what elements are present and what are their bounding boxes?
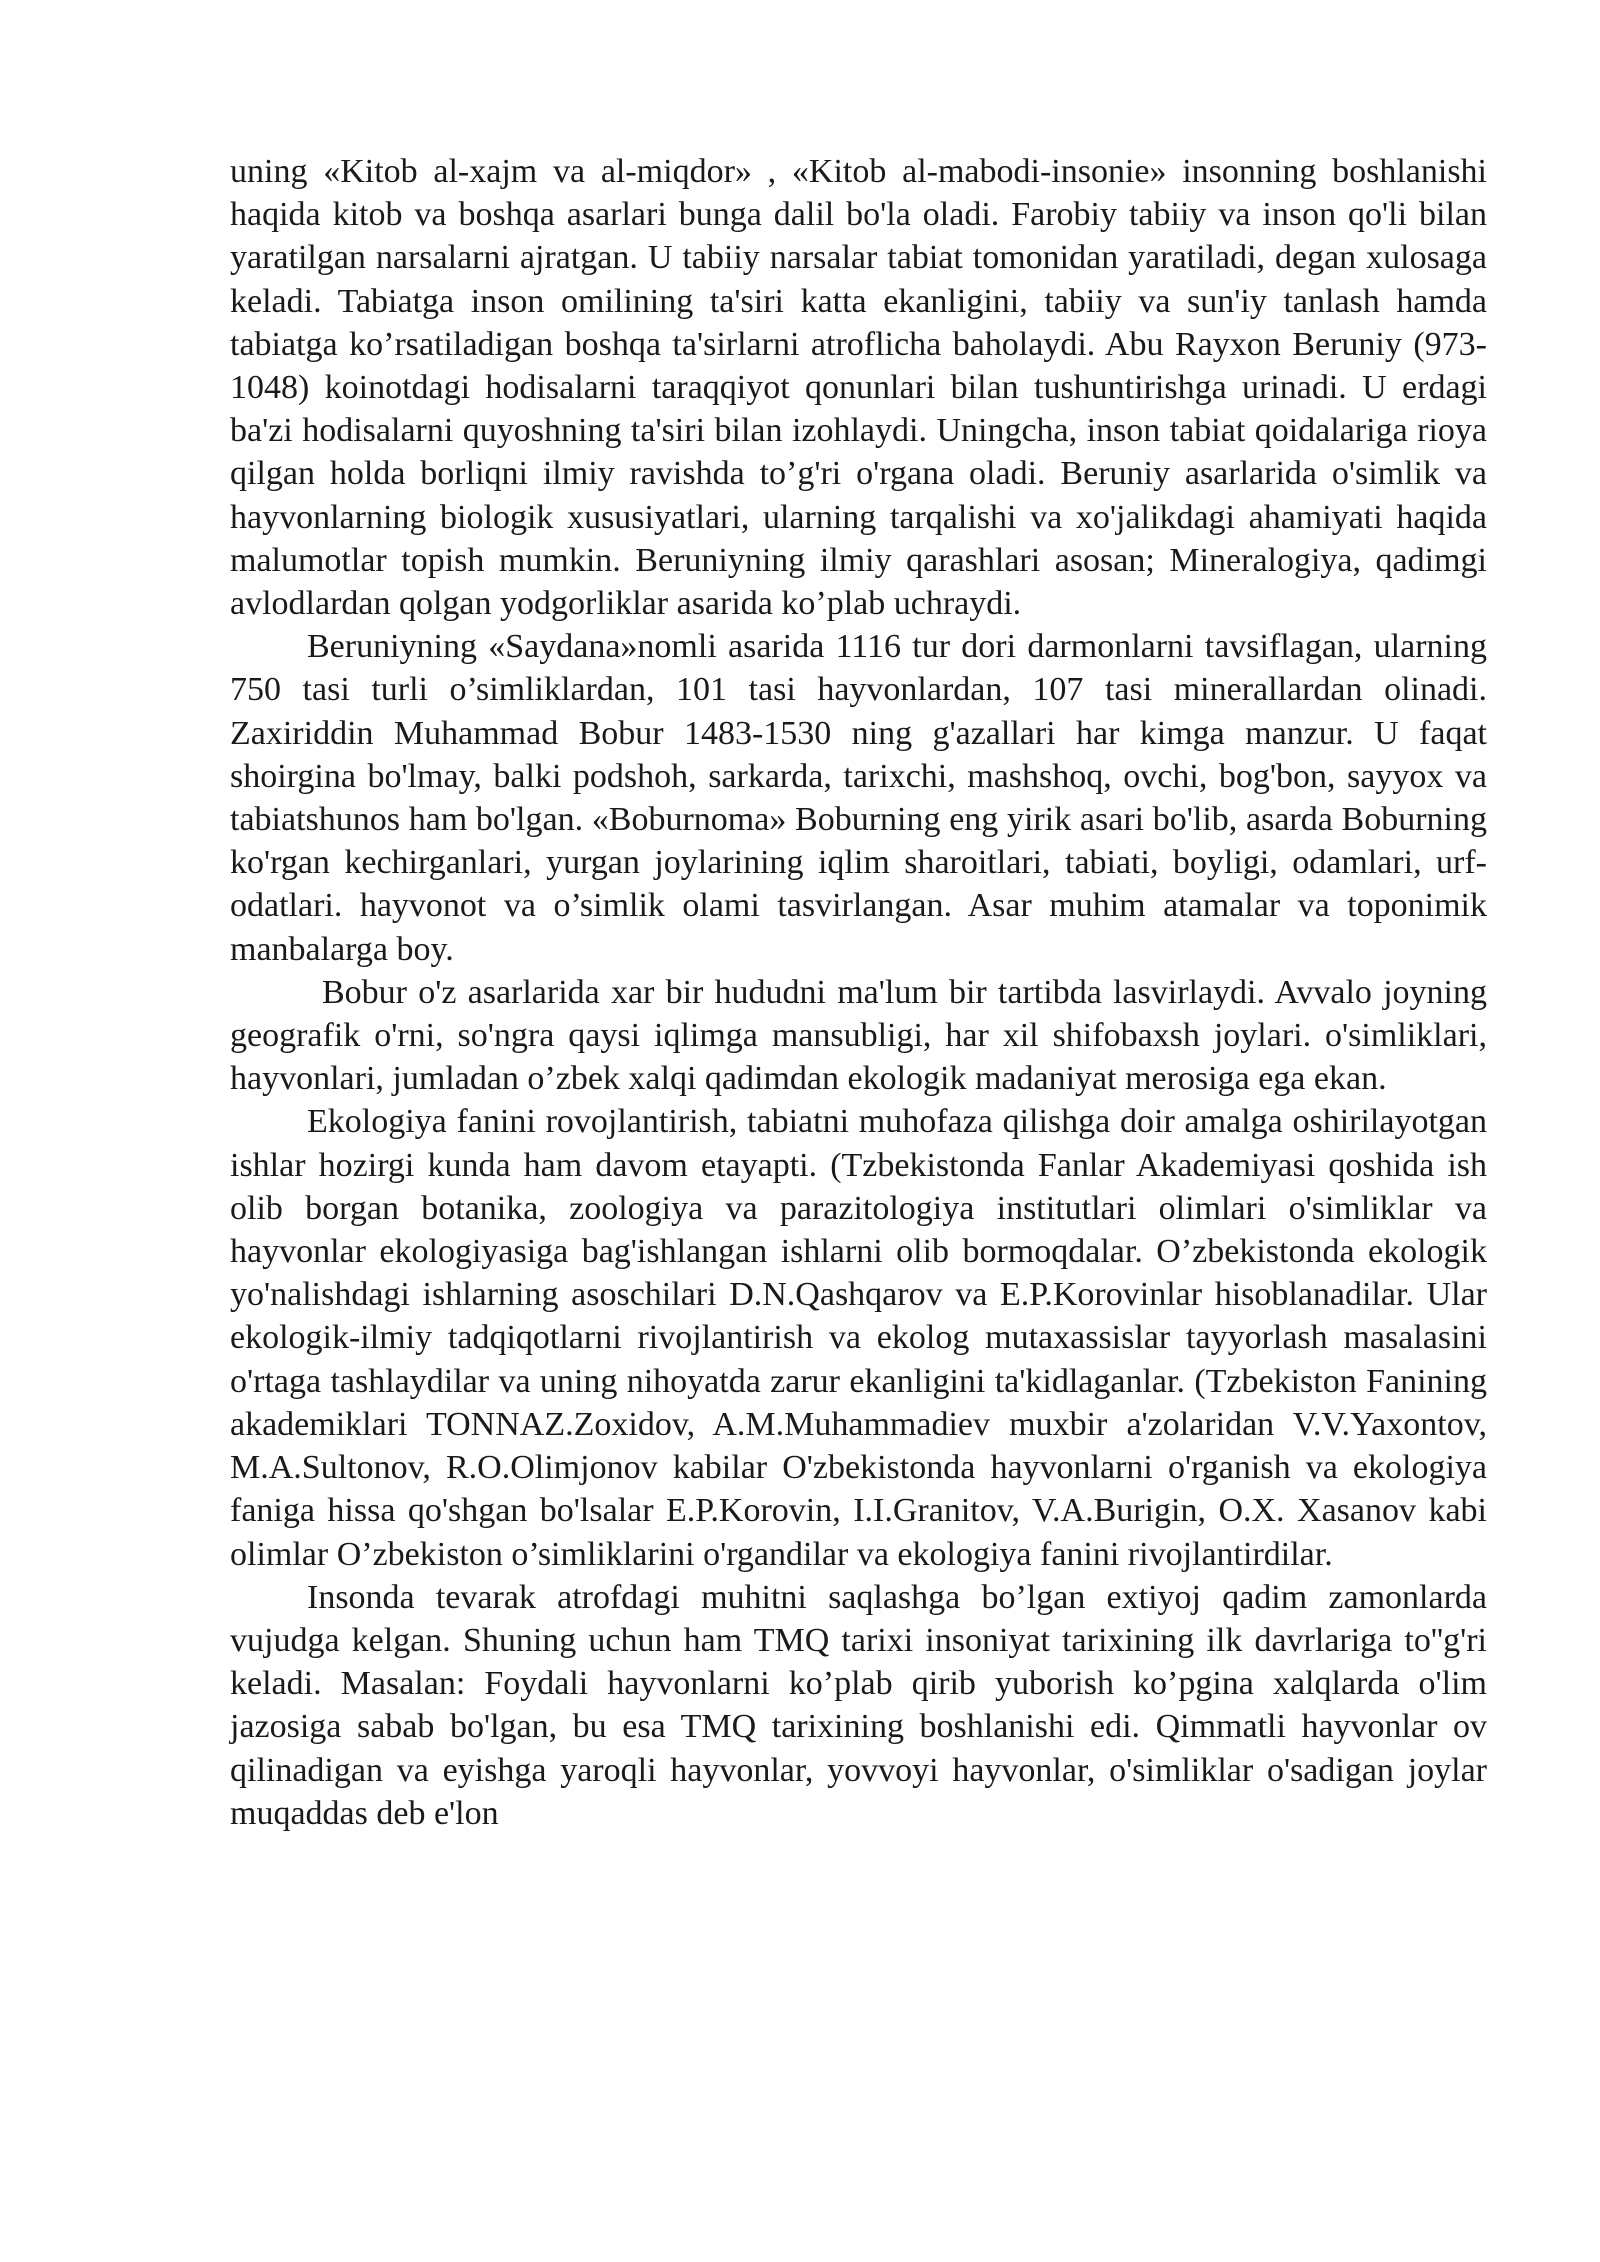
paragraph-ekologiya-fani: Ekologiya fanini rovojlantirish, tabiatni muhofaza qilishga doir amalga oshirilayotgan ishlar hozirgi kunda ham davom etayapti. (Tzbekistonda Fanlar Akademiyasi qoshida ish olib borgan botanika, zoologiya va parazitologiya institutlari olimlari o'simliklar va hayvonlar ekologiyasiga bag'ishlangan ishlarni olib bormoqdalar. O’zbekistonda ekologik yo'nalishdagi ishlarning asoschilari D.N.Qashqarov va E.P.Korovinlar hisoblanadilar. Ular ekologik-ilmiy tadqiqotlarni rivojlantirish va ekolog mutaxassislar tayyorlash masalasini o'rtaga tashlaydilar va uning nihoyatda zarur ekanligini ta'kidlaganlar. (Tzbekiston Fanining akademiklari TONNAZ.Zoxidov, A.M.Muhammadiev muxbir a'zolaridan V.V.Yaxontov, M.A.Sultonov, R.O.Olimjonov kabilar O'zbekistonda hayvonlarni o'rganish va ekologiya faniga hissa qo'shgan bo'lsalar E.P.Korovin, I.I.Granitov, V.A.Burigin, O.X. Xasanov kabi olimlar O’zbekiston o’simliklarini o'rgandilar va ekologiya fanini rivojlantirdilar. — [230, 1103, 1487, 1573]
paragraph-saydana-bobur: Beruniyning «Saydana»nomli asarida 1116 tur dori darmonlarni tavsiflagan, ularning 750 tasi turli o’simliklardan, 101 tasi hayvonlardan, 107 tasi minerallardan olinadi. Zaxiriddin Muhammad Bobur 1483-1530 ning g'azallari har kimga manzur. U faqat shoirgina bo'lmay, balki podshoh, sarkarda, tarixchi, mashshoq, ovchi, bog'bon, sayyox va tabiatshunos ham bo'lgan. «Boburnoma» Boburning eng yirik asari bo'lib, asarda Boburning ko'rgan kechirganlari, yurgan joylarining iqlim sharoitlari, tabiati, boyligi, odamlari, urf-odatlari. hayvonot va o’simlik olami tasvirlangan. Asar muhim atamalar va toponimik manbalarga boy. — [230, 628, 1487, 968]
paragraph-bobur-asarlari: Bobur o'z asarlarida xar bir hududni ma'lum bir tartibda lasvirlaydi. Avvalo joyning geografik o'rni, so'ngra qaysi iqlimga mansubligi, har xil shifobaxsh joylari. o'simliklari, hayvonlari, jumladan o’zbek xalqi qadimdan ekologik madaniyat merosiga ega ekan. — [230, 973, 1487, 1098]
paragraph-tmq-tarixi: Insonda tevarak atrofdagi muhitni saqlashga bo’lgan extiyoj qadim zamonlarda vujudga kelgan. Shuning uchun ham TMQ tarixi insoniyat tarixining ilk davrlariga to''g'ri keladi. Masalan: Foydali hayvonlarni ko’plab qirib yuborish ko’pgina xalqlarda o'lim jazosiga sabab bo'lgan, bu esa TMQ tarixining boshlanishi edi. Qimmatli hayvonlar ov qilinadigan va eyishga yaroqli hayvonlar, yovvoyi hayvonlar, o'simliklar o'sadigan joylar muqaddas deb e'lon — [230, 1578, 1487, 1832]
paragraph-farobiy-beruniy: uning «Kitob al-xajm va al-miqdor» , «Kitob al-mabodi-insonie» insonning boshlanishi haqida kitob va boshqa asarlari bunga dalil bo'la oladi. Farobiy tabiiy va inson qo'li bilan yaratilgan narsalarni ajratgan. U tabiiy narsalar tabiat tomonidan yaratiladi, degan xulosaga keladi. Tabiatga inson omilining ta'siri katta ekanligini, tabiiy va sun'iy tanlash hamda tabiatga ko’rsatiladigan boshqa ta'sirlarni atroflicha baholaydi. Abu Rayxon Beruniy (973-1048) koinotdagi hodisalarni taraqqiyot qonunlari bilan tushuntirishga urinadi. U erdagi ba'zi hodisalarni quyoshning ta'siri bilan izohlaydi. Uningcha, inson tabiat qoidalariga rioya qilgan holda borliqni ilmiy ravishda to’g'ri o'rgana oladi. Beruniy asarlarida o'simlik va hayvonlarning biologik xususiyatlari, ularning tarqalishi va xo'jalikdagi ahamiyati haqida malumotlar topish mumkin. Beruniyning ilmiy qarashlari asosan; Mineralogiya, qadimgi avlodlardan qolgan yodgorliklar asarida ko’plab uchraydi. — [230, 153, 1487, 623]
document-page — [230, 150, 1487, 1835]
